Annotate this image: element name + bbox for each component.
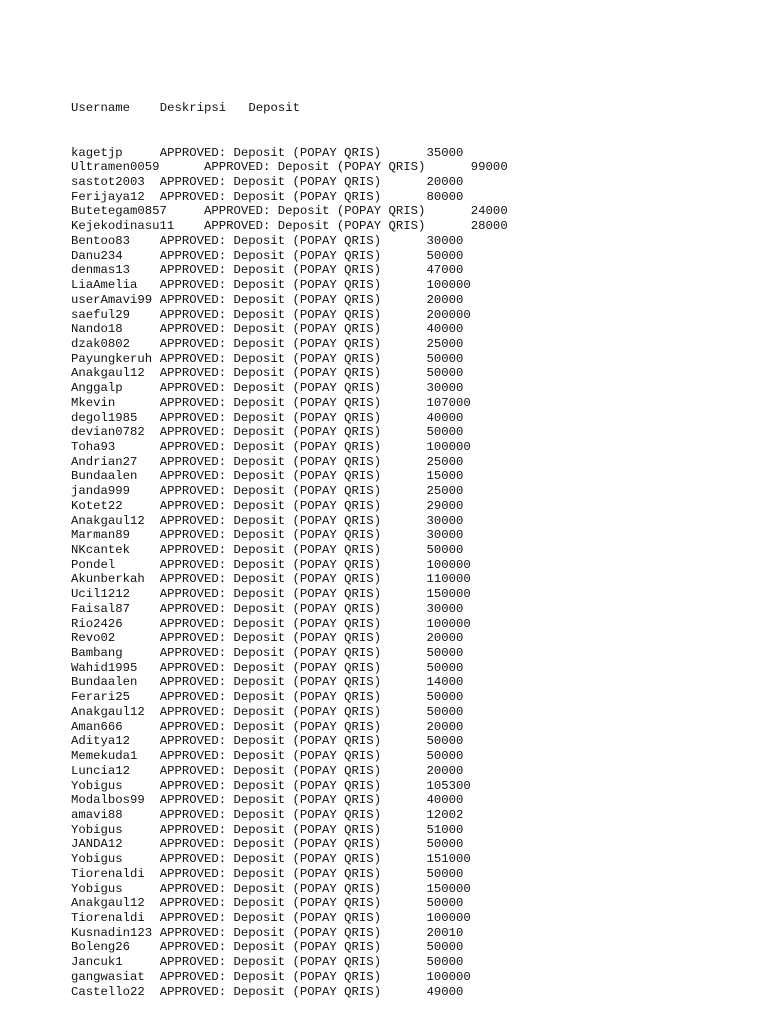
row-description: APPROVED: Deposit (POPAY QRIS) xyxy=(159,292,382,307)
table-row xyxy=(71,499,508,514)
table-row xyxy=(71,352,508,367)
row-description: APPROVED: Deposit (POPAY QRIS) xyxy=(159,984,382,999)
table-row xyxy=(71,734,508,749)
row-deposit-amount: 100000 xyxy=(426,969,471,984)
table-row xyxy=(71,204,508,219)
table-row xyxy=(71,587,508,602)
row-username: Danu234 xyxy=(71,248,123,263)
row-description: APPROVED: Deposit (POPAY QRIS) xyxy=(159,866,382,881)
table-row xyxy=(71,852,508,867)
row-username: saeful29 xyxy=(71,307,131,322)
row-username: Aditya12 xyxy=(71,734,131,749)
row-deposit-amount: 25000 xyxy=(426,454,464,469)
row-deposit-amount: 50000 xyxy=(426,866,464,881)
row-description: APPROVED: Deposit (POPAY QRIS) xyxy=(159,381,382,396)
table-row xyxy=(71,190,508,205)
row-username: amavi88 xyxy=(71,807,123,822)
row-deposit-amount: 20000 xyxy=(426,292,464,307)
row-deposit-amount: 150000 xyxy=(426,587,471,602)
row-username: Anakgaul12 xyxy=(71,896,145,911)
row-username: Tiorenaldi xyxy=(71,910,145,925)
header-username: Username xyxy=(71,101,131,116)
row-username: Akunberkah xyxy=(71,572,145,587)
row-description: APPROVED: Deposit (POPAY QRIS) xyxy=(159,837,382,852)
row-description: APPROVED: Deposit (POPAY QRIS) xyxy=(159,322,382,337)
row-username: Yobigus xyxy=(71,852,123,867)
table-row xyxy=(71,823,508,838)
row-description: APPROVED: Deposit (POPAY QRIS) xyxy=(204,160,426,175)
row-username: Yobigus xyxy=(71,822,123,837)
row-description: APPROVED: Deposit (POPAY QRIS) xyxy=(159,616,382,631)
row-description: APPROVED: Deposit (POPAY QRIS) xyxy=(159,969,382,984)
header-row xyxy=(71,101,508,116)
row-deposit-amount: 47000 xyxy=(426,263,464,278)
row-deposit-amount: 25000 xyxy=(426,484,464,499)
table-row xyxy=(71,970,508,985)
row-deposit-amount: 12002 xyxy=(426,807,464,822)
row-deposit-amount: 50000 xyxy=(426,366,464,381)
row-username: Rio2426 xyxy=(71,616,123,631)
row-username: Ferijaya12 xyxy=(71,189,145,204)
row-description: APPROVED: Deposit (POPAY QRIS) xyxy=(159,763,382,778)
row-deposit-amount: 30000 xyxy=(426,513,464,528)
table-row xyxy=(71,764,508,779)
row-description: APPROVED: Deposit (POPAY QRIS) xyxy=(159,675,382,690)
row-username: sastot2003 xyxy=(71,175,145,190)
row-description: APPROVED: Deposit (POPAY QRIS) xyxy=(159,822,382,837)
row-username: Anakgaul12 xyxy=(71,513,145,528)
table-row xyxy=(71,293,508,308)
row-deposit-amount: 110000 xyxy=(426,572,471,587)
row-deposit-amount: 150000 xyxy=(426,881,471,896)
table-row xyxy=(71,469,508,484)
row-username: Bentoo83 xyxy=(71,233,131,248)
row-username: Nando18 xyxy=(71,322,123,337)
row-username: NKcantek xyxy=(71,543,131,557)
row-description: APPROVED: Deposit (POPAY QRIS) xyxy=(159,543,382,557)
table-row xyxy=(71,308,508,323)
table-row xyxy=(71,882,508,897)
row-username: JANDA12 xyxy=(71,837,123,852)
row-deposit-amount: 20000 xyxy=(426,763,464,778)
table-row xyxy=(71,720,508,735)
row-username: userAmavi99 xyxy=(71,292,153,307)
row-deposit-amount: 50000 xyxy=(426,646,464,661)
header-deskripsi: Deskripsi xyxy=(159,101,227,116)
row-description: APPROVED: Deposit (POPAY QRIS) xyxy=(159,498,382,513)
row-description: APPROVED: Deposit (POPAY QRIS) xyxy=(159,248,382,263)
row-description: APPROVED: Deposit (POPAY QRIS) xyxy=(159,646,382,661)
row-username: Bundaalen xyxy=(71,675,138,690)
row-username: Anakgaul12 xyxy=(71,704,145,719)
table-row xyxy=(71,955,508,970)
row-description: APPROVED: Deposit (POPAY QRIS) xyxy=(159,395,382,410)
row-deposit-amount: 100000 xyxy=(426,439,471,454)
row-username: Faisal87 xyxy=(71,601,131,616)
row-description: APPROVED: Deposit (POPAY QRIS) xyxy=(159,955,382,970)
table-row xyxy=(71,263,508,278)
row-deposit-amount: 50000 xyxy=(426,837,464,852)
table-row xyxy=(71,322,508,337)
row-username: Payungkeruh xyxy=(71,351,153,366)
table-row xyxy=(71,219,508,234)
row-deposit-amount: 100000 xyxy=(426,557,471,572)
table-row xyxy=(71,175,508,190)
table-row xyxy=(71,425,508,440)
row-deposit-amount: 24000 xyxy=(470,204,508,219)
table-row xyxy=(71,705,508,720)
row-deposit-amount: 50000 xyxy=(426,896,464,911)
table-row xyxy=(71,249,508,264)
table-row xyxy=(71,337,508,352)
table-row xyxy=(71,808,508,823)
table-row xyxy=(71,661,508,676)
row-description: APPROVED: Deposit (POPAY QRIS) xyxy=(159,469,382,484)
table-row xyxy=(71,484,508,499)
row-deposit-amount: 20000 xyxy=(426,175,464,190)
row-description: APPROVED: Deposit (POPAY QRIS) xyxy=(159,601,382,616)
table-row xyxy=(71,793,508,808)
row-description: APPROVED: Deposit (POPAY QRIS) xyxy=(159,749,382,764)
table-row xyxy=(71,617,508,632)
row-description: APPROVED: Deposit (POPAY QRIS) xyxy=(159,881,382,896)
row-username: devian0782 xyxy=(71,425,145,440)
row-description: APPROVED: Deposit (POPAY QRIS) xyxy=(159,175,382,190)
row-description: APPROVED: Deposit (POPAY QRIS) xyxy=(159,572,382,587)
row-username: Boleng26 xyxy=(71,940,131,955)
row-username: Anakgaul12 xyxy=(71,366,145,381)
row-username: Pondel xyxy=(71,557,116,572)
row-username: Mkevin xyxy=(71,395,116,410)
row-username: gangwasiat xyxy=(71,969,145,984)
row-username: Kusnadin123 xyxy=(71,925,153,940)
row-deposit-amount: 50000 xyxy=(426,734,464,749)
row-description: APPROVED: Deposit (POPAY QRIS) xyxy=(159,719,382,734)
table-row xyxy=(71,366,508,381)
row-description: APPROVED: Deposit (POPAY QRIS) xyxy=(159,366,382,381)
row-description: APPROVED: Deposit (POPAY QRIS) xyxy=(159,807,382,822)
table-row xyxy=(71,278,508,293)
row-username: Yobigus xyxy=(71,881,123,896)
row-description: APPROVED: Deposit (POPAY QRIS) xyxy=(159,631,382,646)
table-row xyxy=(71,749,508,764)
row-deposit-amount: 30000 xyxy=(426,528,464,543)
row-deposit-amount: 40000 xyxy=(426,322,464,337)
table-row xyxy=(71,411,508,426)
row-description: APPROVED: Deposit (POPAY QRIS) xyxy=(159,925,382,940)
row-username: Bundaalen xyxy=(71,469,138,484)
row-username: Luncia12 xyxy=(71,763,131,778)
row-description: APPROVED: Deposit (POPAY QRIS) xyxy=(159,189,382,204)
row-username: Ferari25 xyxy=(71,690,131,705)
table-row xyxy=(71,911,508,926)
row-description: APPROVED: Deposit (POPAY QRIS) xyxy=(159,557,382,572)
row-username: Modalbos99 xyxy=(71,793,145,808)
row-description: APPROVED: Deposit (POPAY QRIS) xyxy=(159,940,382,955)
row-deposit-amount: 50000 xyxy=(426,749,464,764)
row-deposit-amount: 40000 xyxy=(426,410,464,425)
row-deposit-amount: 15000 xyxy=(426,469,464,484)
row-description: APPROVED: Deposit (POPAY QRIS) xyxy=(159,336,382,351)
row-deposit-amount: 200000 xyxy=(426,307,471,322)
row-description: APPROVED: Deposit (POPAY QRIS) xyxy=(159,145,382,160)
table-row xyxy=(71,528,508,543)
row-username: kagetjp xyxy=(71,145,123,160)
deposit-log-document xyxy=(71,72,508,1014)
row-description: APPROVED: Deposit (POPAY QRIS) xyxy=(159,587,382,602)
row-username: Ucil1212 xyxy=(71,587,131,602)
row-deposit-amount: 20000 xyxy=(426,719,464,734)
table-row xyxy=(71,690,508,705)
row-username: Kotet22 xyxy=(71,498,123,513)
table-row xyxy=(71,926,508,941)
row-description: APPROVED: Deposit (POPAY QRIS) xyxy=(159,439,382,454)
row-description: APPROVED: Deposit (POPAY QRIS) xyxy=(204,219,426,234)
table-row xyxy=(71,867,508,882)
row-username: degol1985 xyxy=(71,410,138,425)
row-description: APPROVED: Deposit (POPAY QRIS) xyxy=(159,410,382,425)
row-deposit-amount: 80000 xyxy=(426,189,464,204)
row-description: APPROVED: Deposit (POPAY QRIS) xyxy=(159,233,382,248)
table-row xyxy=(71,514,508,529)
row-deposit-amount: 107000 xyxy=(426,395,471,410)
row-deposit-amount: 105300 xyxy=(426,778,471,793)
row-deposit-amount: 50000 xyxy=(426,660,464,675)
row-username: Kejekodinasu11 xyxy=(71,219,175,234)
row-description: APPROVED: Deposit (POPAY QRIS) xyxy=(159,852,382,867)
table-row xyxy=(71,572,508,587)
row-deposit-amount: 14000 xyxy=(426,675,464,690)
row-deposit-amount: 100000 xyxy=(426,278,471,293)
row-deposit-amount: 50000 xyxy=(426,425,464,440)
row-description: APPROVED: Deposit (POPAY QRIS) xyxy=(159,660,382,675)
row-deposit-amount: 35000 xyxy=(426,145,464,160)
row-username: Tiorenaldi xyxy=(71,866,145,881)
table-row xyxy=(71,396,508,411)
row-deposit-amount: 50000 xyxy=(426,955,464,970)
row-deposit-amount: 20000 xyxy=(426,631,464,646)
row-description: APPROVED: Deposit (POPAY QRIS) xyxy=(159,425,382,440)
row-deposit-amount: 99000 xyxy=(470,160,508,175)
table-row xyxy=(71,779,508,794)
row-deposit-amount: 51000 xyxy=(426,822,464,837)
row-deposit-amount: 29000 xyxy=(426,498,464,513)
row-description: APPROVED: Deposit (POPAY QRIS) xyxy=(159,793,382,808)
row-username: Jancuk1 xyxy=(71,955,123,970)
row-username: Butetegam0857 xyxy=(71,204,167,219)
row-deposit-amount: 40000 xyxy=(426,793,464,808)
row-deposit-amount: 50000 xyxy=(426,940,464,955)
table-row xyxy=(71,455,508,470)
row-username: Revo02 xyxy=(71,631,116,646)
table-row xyxy=(71,675,508,690)
row-deposit-amount: 49000 xyxy=(426,984,464,999)
row-username: Anggalp xyxy=(71,381,123,396)
row-description: APPROVED: Deposit (POPAY QRIS) xyxy=(159,278,382,293)
row-username: Castello22 xyxy=(71,984,145,999)
row-description: APPROVED: Deposit (POPAY QRIS) xyxy=(159,690,382,705)
table-row xyxy=(71,543,508,558)
row-username: Yobigus xyxy=(71,778,123,793)
row-description: APPROVED: Deposit (POPAY QRIS) xyxy=(159,351,382,366)
row-deposit-amount: 30000 xyxy=(426,381,464,396)
table-row xyxy=(71,896,508,911)
row-username: Andrian27 xyxy=(71,454,138,469)
row-username: Memekuda1 xyxy=(71,749,138,764)
row-description: APPROVED: Deposit (POPAY QRIS) xyxy=(159,896,382,911)
row-description: APPROVED: Deposit (POPAY QRIS) xyxy=(159,484,382,499)
table-row xyxy=(71,381,508,396)
table-row xyxy=(71,985,508,1000)
row-deposit-amount: 30000 xyxy=(426,233,464,248)
row-deposit-amount: 50000 xyxy=(426,248,464,263)
row-username: LiaAmelia xyxy=(71,278,138,293)
row-deposit-amount: 50000 xyxy=(426,690,464,705)
row-description: APPROVED: Deposit (POPAY QRIS) xyxy=(159,454,382,469)
row-deposit-amount: 100000 xyxy=(426,910,471,925)
row-deposit-amount: 30000 xyxy=(426,601,464,616)
row-username: Aman666 xyxy=(71,719,123,734)
row-description: APPROVED: Deposit (POPAY QRIS) xyxy=(159,263,382,278)
table-row xyxy=(71,160,508,175)
row-description: APPROVED: Deposit (POPAY QRIS) xyxy=(159,307,382,322)
row-deposit-amount: 28000 xyxy=(470,219,508,234)
row-deposit-amount: 50000 xyxy=(426,543,464,557)
table-row xyxy=(71,631,508,646)
row-deposit-amount: 20010 xyxy=(426,925,464,940)
table-row xyxy=(71,440,508,455)
table-row xyxy=(71,558,508,573)
row-description: APPROVED: Deposit (POPAY QRIS) xyxy=(159,704,382,719)
row-description: APPROVED: Deposit (POPAY QRIS) xyxy=(159,513,382,528)
row-username: Marman89 xyxy=(71,528,131,543)
row-description: APPROVED: Deposit (POPAY QRIS) xyxy=(159,910,382,925)
row-username: janda999 xyxy=(71,484,131,499)
row-username: Wahid1995 xyxy=(71,660,138,675)
row-username: Toha93 xyxy=(71,439,116,454)
row-description: APPROVED: Deposit (POPAY QRIS) xyxy=(159,528,382,543)
table-row xyxy=(71,602,508,617)
header-deposit: Deposit xyxy=(248,101,301,116)
row-username: denmas13 xyxy=(71,263,131,278)
row-deposit-amount: 50000 xyxy=(426,351,464,366)
row-deposit-amount: 100000 xyxy=(426,616,471,631)
row-description: APPROVED: Deposit (POPAY QRIS) xyxy=(159,778,382,793)
row-deposit-amount: 25000 xyxy=(426,336,464,351)
deposit-rows xyxy=(71,146,508,1000)
table-row xyxy=(71,940,508,955)
table-row xyxy=(71,234,508,249)
row-deposit-amount: 151000 xyxy=(426,852,471,867)
row-username: Bambang xyxy=(71,646,123,661)
table-row xyxy=(71,646,508,661)
row-username: Ultramen0059 xyxy=(71,160,160,175)
row-username: dzak0802 xyxy=(71,336,131,351)
table-row xyxy=(71,837,508,852)
table-row xyxy=(71,146,508,161)
row-description: APPROVED: Deposit (POPAY QRIS) xyxy=(159,734,382,749)
row-deposit-amount: 50000 xyxy=(426,704,464,719)
row-description: APPROVED: Deposit (POPAY QRIS) xyxy=(204,204,426,219)
